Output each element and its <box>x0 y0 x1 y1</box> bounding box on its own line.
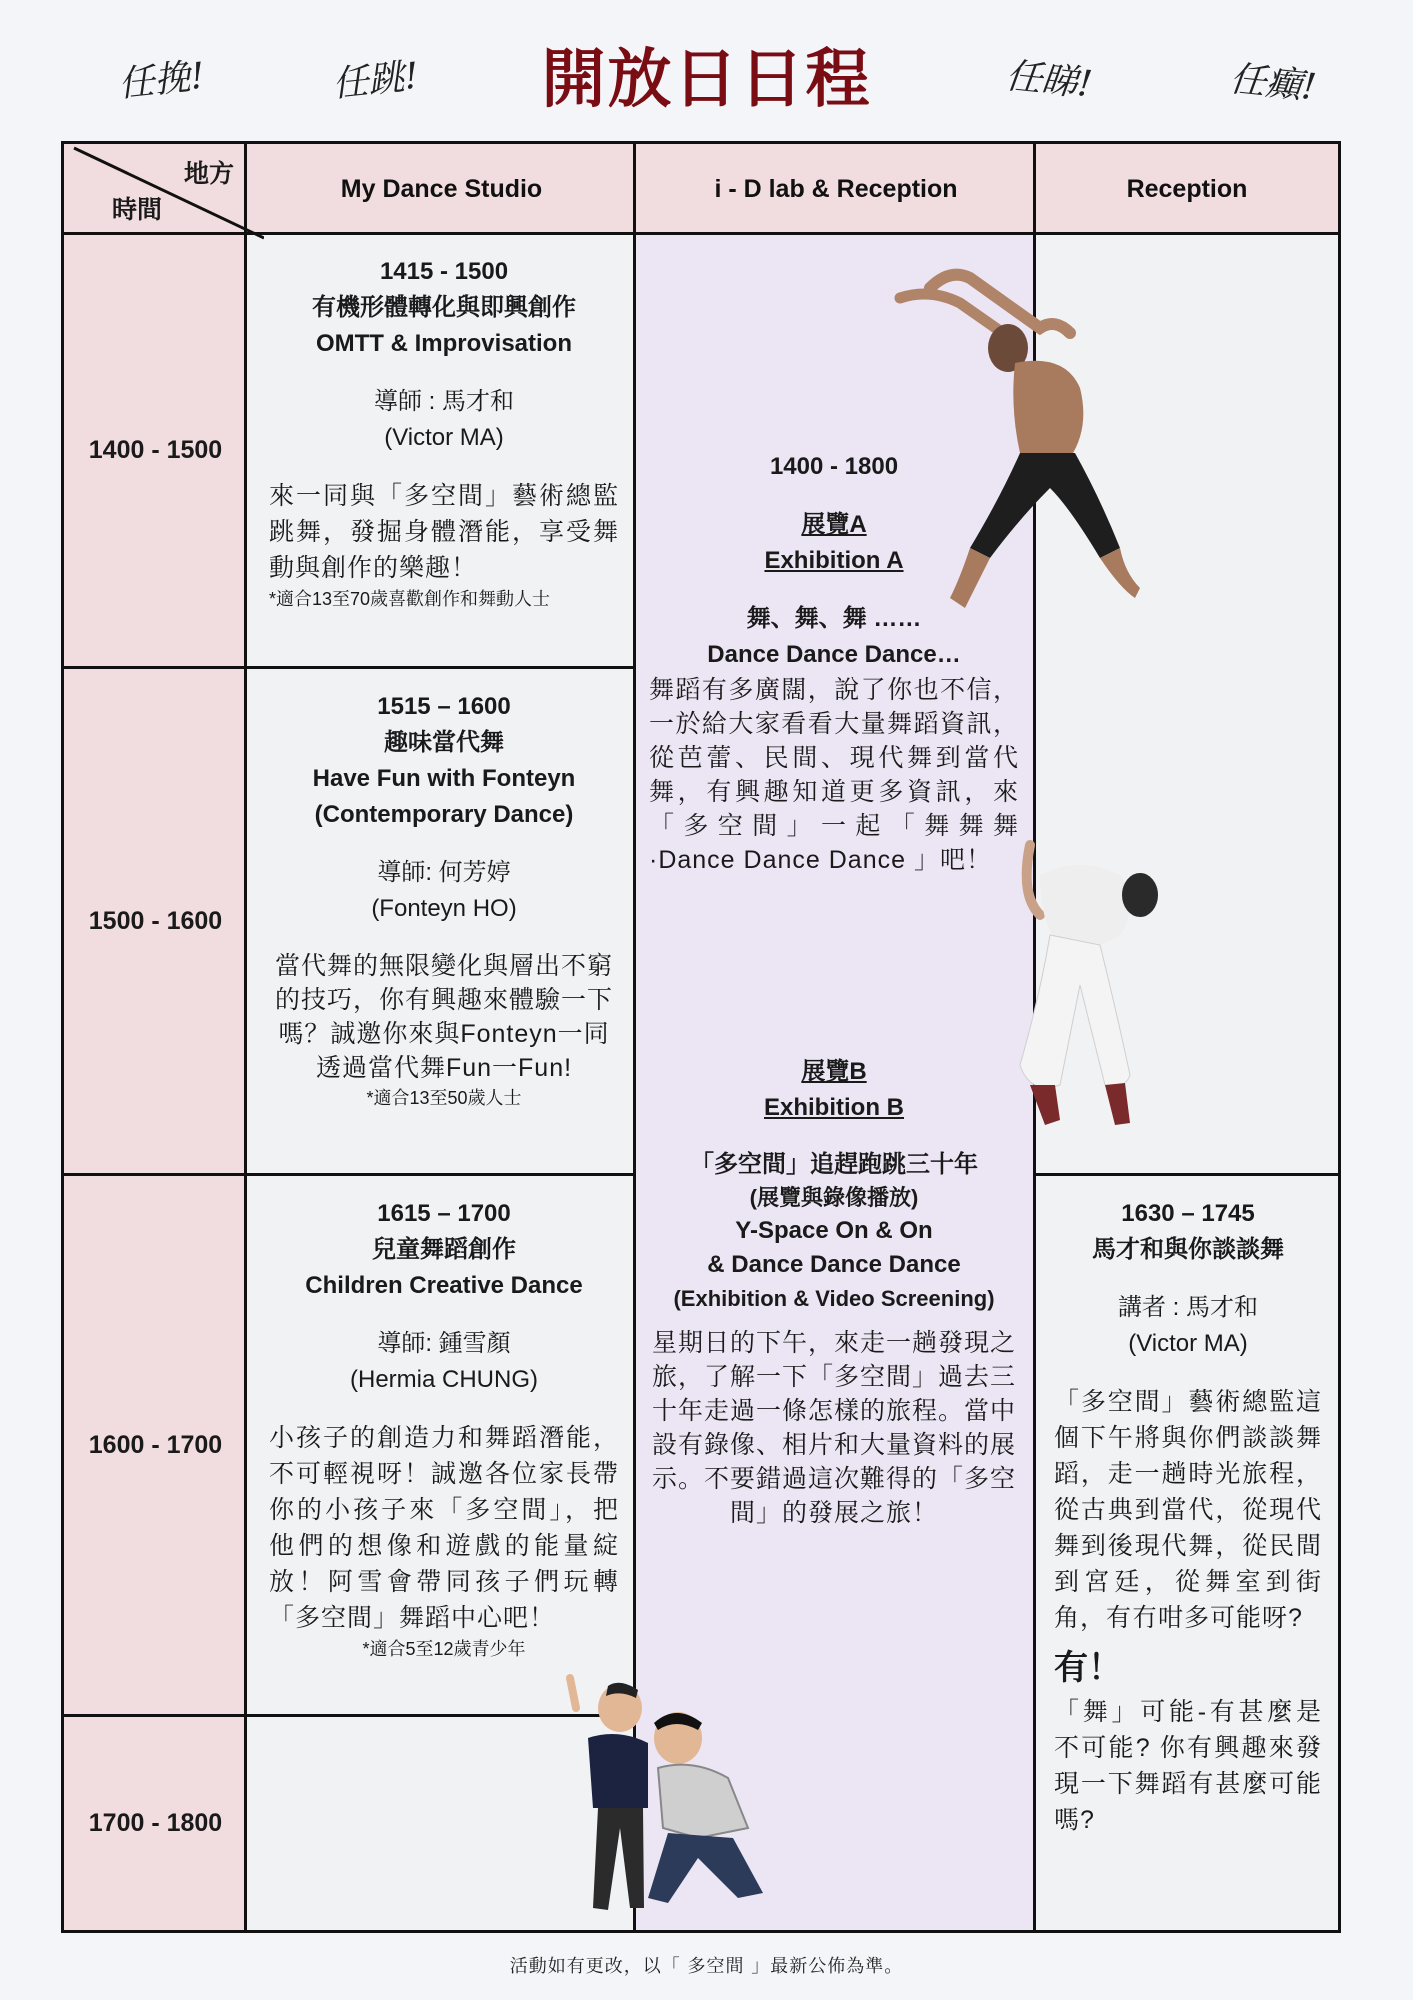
session-title-en: Have Fun with Fonteyn <box>312 765 576 792</box>
session-time: 1415 - 1500 <box>379 258 509 285</box>
reception-talk <box>1054 1196 1322 1838</box>
session-description: 來一同與「多空間」藝術總監跳舞，發掘身體潛能，享受舞動與創作的樂趣！ <box>269 482 619 582</box>
divider <box>64 232 1338 235</box>
exhibition-b-label-en: Exhibition B <box>764 1094 904 1121</box>
column-header-lab: i - D lab & Reception <box>714 174 958 203</box>
session-tutor: 導師: 鍾雪顏 <box>377 1330 511 1357</box>
exhibition-b-sub-zh: (展覽與錄像播放) <box>749 1185 919 1210</box>
column-header-studio: My Dance Studio <box>340 174 543 203</box>
session-title-zh: 兒童舞蹈創作 <box>372 1236 516 1263</box>
children-photo <box>548 1668 798 1940</box>
slogan-1: 任挽! <box>116 55 207 106</box>
talk-speaker-en: (Victor MA) <box>1128 1330 1248 1357</box>
exhibition-a-description: 舞蹈有多廣闊，說了你也不信，一於給大家看看大量舞蹈資訊，從芭蕾、民間、現代舞到當代舞，有興趣知道更多資訊，來「多空間」一起「舞舞舞·Dance Dance Dance 」吧！ <box>649 676 1019 874</box>
divider <box>633 144 636 1930</box>
footer-note: 活動如有更改，以「 多空間 」最新公佈為準。 <box>509 1956 904 1977</box>
session-tutor: 導師: 何芳婷 <box>377 859 511 886</box>
time-slot-4: 1700 - 1800 <box>88 1809 223 1837</box>
session-title-en: Children Creative Dance <box>305 1272 583 1299</box>
studio-session-1 <box>269 254 619 612</box>
dancer-photo-2 <box>1010 835 1170 1185</box>
time-slot-3: 1600 - 1700 <box>88 1430 223 1459</box>
talk-title: 馬才和與你談談舞 <box>1092 1236 1284 1263</box>
column-header-reception: Reception <box>1126 174 1248 203</box>
studio-session-2 <box>269 689 619 1111</box>
lab-exhibition-b <box>649 1054 1019 1530</box>
exhibition-a-title-zh: 舞、舞、舞 …… <box>746 605 922 632</box>
session-tutor: 導師 : 馬才和 <box>373 388 514 415</box>
session-tutor-en: (Victor MA) <box>384 424 504 451</box>
slogan-3: 任睇! <box>1003 55 1095 106</box>
session-time: 1615 – 1700 <box>377 1200 511 1227</box>
page-title: 開放日日程 <box>541 43 872 117</box>
exhibition-b-title-en: Y-Space On & On <box>735 1217 933 1244</box>
talk-time: 1630 – 1745 <box>1121 1200 1255 1227</box>
exhibition-a-label-zh: 展覽A <box>801 511 867 538</box>
header <box>0 0 1413 140</box>
studio-session-3 <box>269 1196 619 1662</box>
session-note: *適合13至50歲人士 <box>366 1088 522 1108</box>
session-title-zh: 趣味當代舞 <box>384 729 504 756</box>
exhibition-b-description: 星期日的下午，來走一趟發現之旅，了解一下「多空間」過去三十年走過一條怎樣的旅程。當中設有錄像、相片和大量資料的展示。不要錯過這次難得的「多空間」的發展之旅！ <box>651 1329 1016 1527</box>
session-title-zh: 有機形體轉化與即興創作 <box>312 294 576 321</box>
exhibition-a-title-en: Dance Dance Dance… <box>707 641 961 668</box>
exhibition-b-sub-en: (Exhibition & Video Screening) <box>673 1286 995 1311</box>
exhibition-b-title-zh: 「多空間」追趕跑跳三十年 <box>690 1151 978 1178</box>
session-title-en-2: (Contemporary Dance) <box>314 801 574 828</box>
session-time: 1515 – 1600 <box>377 693 511 720</box>
corner-time-label: 時間 <box>112 195 163 224</box>
slogan-2: 任跳! <box>330 55 421 106</box>
session-note: *適合5至12歲青少年 <box>362 1639 526 1659</box>
session-description: 當代舞的無限變化與層出不窮的技巧，你有興趣來體驗一下嗎？誠邀你來與Fonteyn一同透過當代舞Fun一Fun! <box>274 952 613 1082</box>
session-tutor-en: (Hermia CHUNG) <box>350 1366 538 1393</box>
session-title-en: OMTT & Improvisation <box>315 330 572 357</box>
exhibition-a-label-en: Exhibition A <box>764 547 904 574</box>
corner-place-label: 地方 <box>184 159 235 188</box>
exhibition-b-title-en-2: & Dance Dance Dance <box>707 1251 961 1278</box>
session-note: *適合13至70歲喜歡創作和舞動人士 <box>269 589 551 609</box>
session-tutor-en: (Fonteyn HO) <box>371 895 517 922</box>
session-description: 小孩子的創造力和舞蹈潛能，不可輕視呀！誠邀各位家長帶你的小孩子來「多空間」，把他們的想像和遊戲的能量綻放！阿雪會帶同孩子們玩轉「多空間」舞蹈中心吧！ <box>269 1424 619 1632</box>
talk-yes: 有！ <box>1054 1649 1122 1687</box>
slogan-4: 任癲! <box>1227 58 1319 109</box>
talk-description-2: 「舞」可能-有甚麼是不可能? 你有興趣來發現一下舞蹈有甚麼可能嗎? <box>1054 1698 1322 1834</box>
talk-description: 「多空間」藝術總監這個下午將與你們談談舞蹈，走一趟時光旅程，從古典到當代，從現代舞到後現代舞，從民間到宮廷，從舞室到街角，有冇咁多可能呀? <box>1054 1388 1322 1632</box>
talk-speaker: 講者 : 馬才和 <box>1117 1294 1258 1321</box>
exhibition-b-label-zh: 展覽B <box>801 1058 867 1085</box>
time-slot-2: 1500 - 1600 <box>88 906 223 935</box>
dancer-photo-1 <box>890 258 1170 670</box>
lab-time: 1400 - 1800 <box>769 453 899 480</box>
time-slot-1: 1400 - 1500 <box>88 435 223 464</box>
